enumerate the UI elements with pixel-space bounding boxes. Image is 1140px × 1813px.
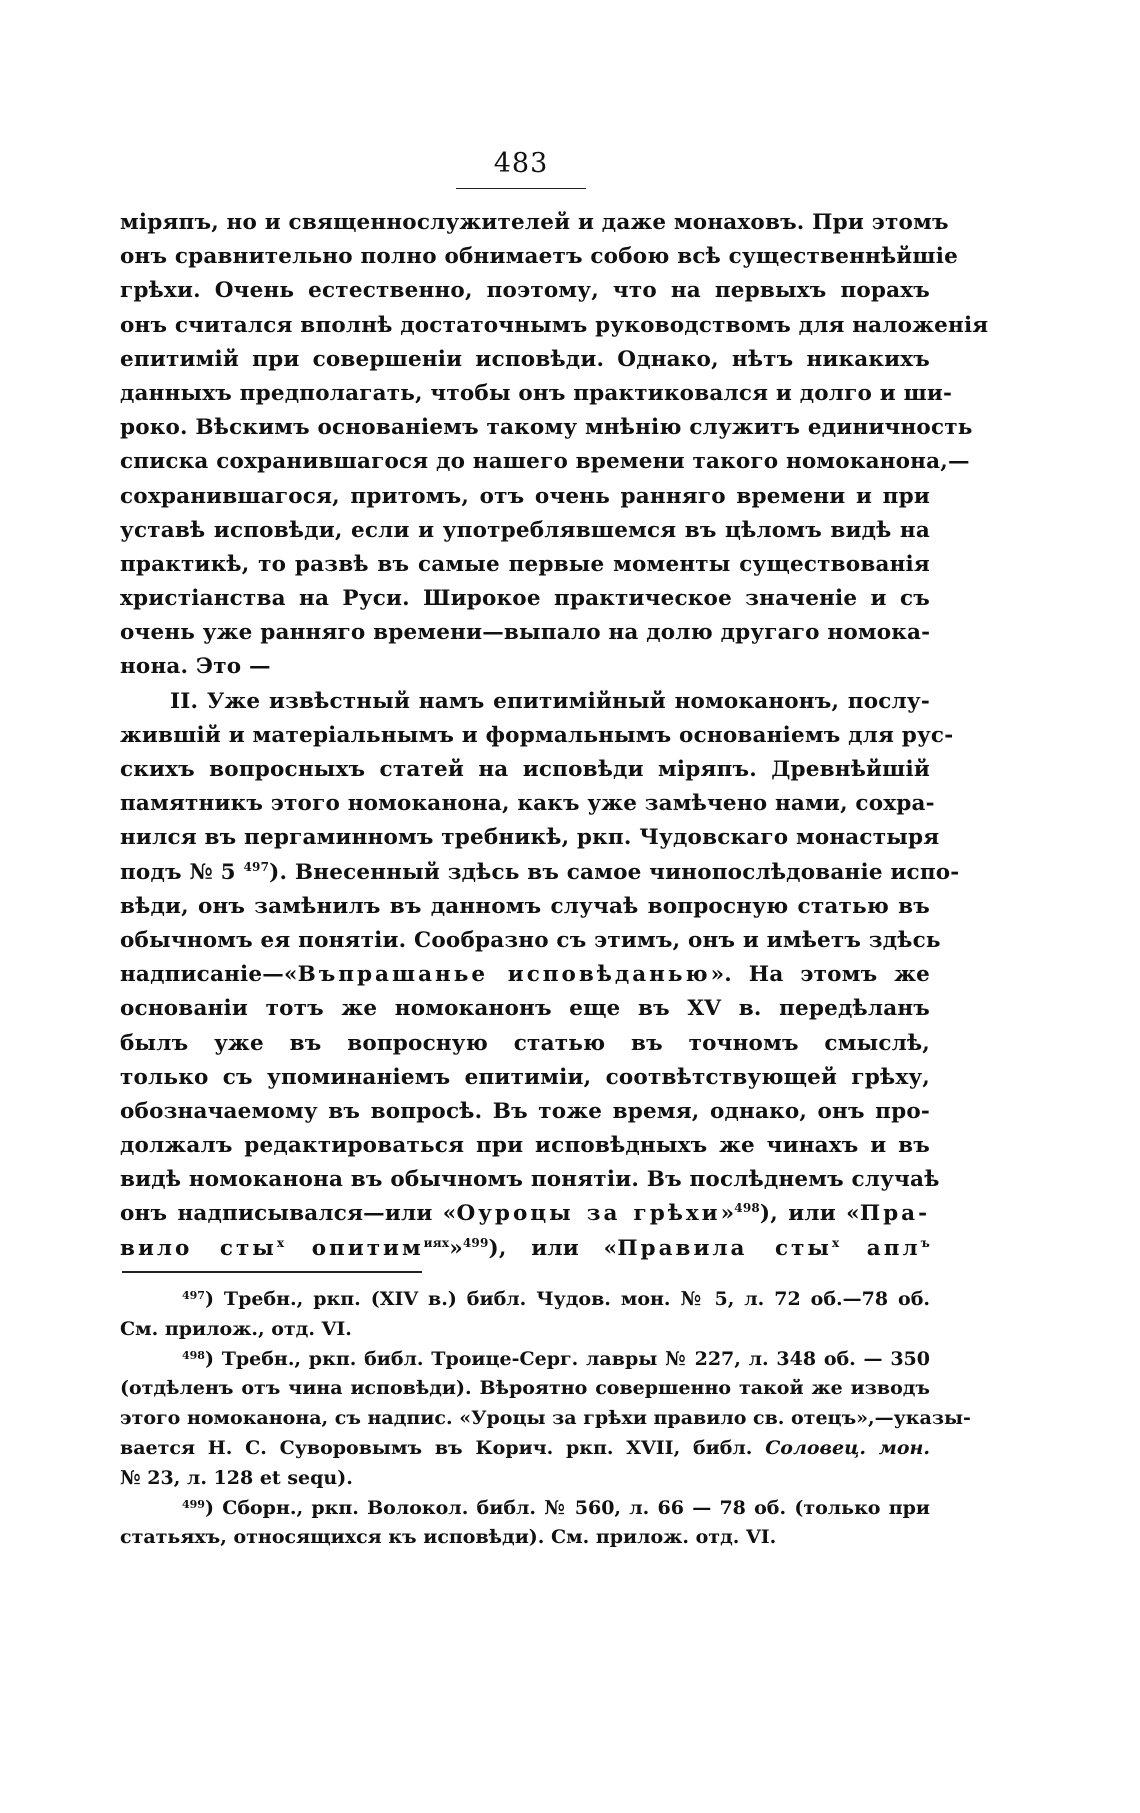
text-fragment: ), или « <box>759 1201 860 1227</box>
footnote-text: вается Н. С. Суворовымъ въ Корич. ркп. XVII, библ. <box>120 1436 753 1459</box>
section-2-line: видѣ номоканона въ обычномъ понятіи. Въ послѣднемъ случаѣ <box>120 1167 940 1193</box>
section-2-line: должалъ редактироваться при исповѣдныхъ же чинахъ и въ <box>120 1133 930 1159</box>
text-fragment: » <box>720 1201 735 1227</box>
footnote-text: ) Сборн., ркп. Волокол. библ. № 560, л. 66 — 78 об. (только при <box>204 1496 930 1519</box>
section-2-line: основаніи тотъ же номоканонъ еще въ XV в. передѣланъ <box>120 996 930 1022</box>
main-text <box>120 206 989 1266</box>
text-line: міряпъ, но и священнослужителей и даже монаховъ. При этомъ <box>120 210 949 235</box>
text-line: очень уже ранняго времени—выпало на долю другаго номока- <box>120 620 931 646</box>
section-2-line: жившій и матеріальнымъ и формальнымъ основаніемъ для рус- <box>120 722 954 748</box>
text-line: онъ сравнительно полно обнимаетъ собою всѣ существеннѣйшіе <box>120 244 958 270</box>
footnote-ref-497: 497 <box>243 859 270 874</box>
text-fragment: надписаніе—« <box>120 962 298 988</box>
text-fragment: ), или « <box>488 1235 618 1261</box>
spaced-title: Оуроцы за грѣхи <box>456 1201 721 1227</box>
superscript-letter: ия <box>423 1235 442 1250</box>
text-line: онъ считался вполнѣ достаточнымъ руководствомъ для наложенія <box>120 312 989 338</box>
section-2-line: скихъ вопросныхъ статей на исповѣди міряпъ. Древнѣйшій <box>120 757 930 782</box>
section-2-line: памятникъ этого номоканона, какъ уже замѣчено нами, сохра- <box>120 791 935 817</box>
text-line: нона. Это — <box>120 654 271 680</box>
text-line: списка сохранившагося до нашего времени такого номоканона,— <box>120 449 970 475</box>
footnote-text: ) Требн., ркп. библ. Троице-Серг. лавры № 227, л. 348 об. — 350 <box>204 1347 930 1370</box>
footnote-line <box>120 1285 930 1315</box>
spaced-title: опитим <box>284 1235 424 1261</box>
section-2-line: II. Уже извѣстный намъ епитимійный номоканонъ, послу- <box>170 688 930 714</box>
superscript-letter: ъ <box>920 1235 931 1250</box>
text-line: христіанства на Руси. Широкое практическое значеніе и съ <box>120 586 930 612</box>
superscript-letter: х <box>441 1235 450 1250</box>
footnote-line: (отдѣленъ отъ чина исповѣди). Вѣроятно совершенно такой же изводъ <box>120 1377 930 1400</box>
text-fragment: ». На этомъ же <box>710 962 930 988</box>
footnote-line: статьяхъ, относящихся къ исповѣди). См. прилож. отд. VI. <box>120 1526 777 1549</box>
section-2-line: обычномъ ея понятіи. Сообразно съ этимъ, онъ и имѣетъ здѣсь <box>120 927 941 953</box>
section-2-line <box>120 1232 930 1266</box>
footnote-line: № 23, л. 128 et sequ). <box>120 1466 353 1489</box>
text-line: практикѣ, то развѣ въ самые первые моменты существованія <box>120 551 930 577</box>
section-2-line: вѣди, онъ замѣнилъ въ данномъ случаѣ вопросную статью въ <box>120 893 930 919</box>
page-number: 483 <box>493 148 549 179</box>
footnote-line <box>120 1345 930 1375</box>
footnote-text: ) Требн., ркп. (XIV в.) библ. Чудов. мон. № 5, л. 72 об.—78 об. <box>204 1288 930 1310</box>
footnote-line <box>120 1494 930 1524</box>
section-2-line: былъ уже въ вопросную статью въ точномъ смыслѣ, <box>120 1030 930 1056</box>
section-2-line <box>120 1197 930 1231</box>
text-fragment: ). Внесенный здѣсь въ самое чинопослѣдованіе испо- <box>269 859 960 885</box>
footnote-mark: 499 <box>182 1497 205 1511</box>
text-line: епитимій при совершеніи исповѣди. Однако, нѣтъ никакихъ <box>120 346 930 372</box>
spaced-title: вило сты <box>120 1235 277 1261</box>
spaced-title: апл <box>839 1235 921 1261</box>
page-number-rule <box>456 188 586 189</box>
footnote-line: этого номоканона, съ надпис. «Уроцы за грѣхи правило св. отецъ»,—указы- <box>120 1407 971 1430</box>
text-fragment: онъ надписывался—или « <box>120 1201 457 1227</box>
footnote-ref-498: 498 <box>734 1201 760 1216</box>
spaced-title: Правила сты <box>617 1235 832 1261</box>
text-line: уставѣ исповѣди, если и употреблявшемся въ цѣломъ видѣ на <box>120 517 930 543</box>
section-2-line: только съ упоминаніемъ епитиміи, соотвѣтствующей грѣху, <box>120 1064 930 1090</box>
text-fragment: подъ № 5 <box>120 859 236 885</box>
footnote-mark: 497 <box>182 1289 205 1302</box>
superscript-letter: х <box>831 1235 840 1250</box>
footnote-line: См. прилож., отд. VI. <box>120 1317 352 1340</box>
footnote-line <box>120 1434 930 1464</box>
text-line: сохранившагося, притомъ, отъ очень ранняго времени и при <box>120 483 930 509</box>
text-line: грѣхи. Очень естественно, поэтому, что на первыхъ порахъ <box>120 278 930 304</box>
footnote-ref-499: 499 <box>462 1235 489 1250</box>
footnote-mark: 498 <box>182 1348 205 1362</box>
spaced-title: Пра- <box>859 1201 931 1227</box>
spaced-title: Въпрашанье исповѣданью <box>297 962 711 988</box>
footnotes <box>120 1285 971 1553</box>
section-2-line: нился въ пергаминномъ требникѣ, ркп. Чудовскаго монастыря <box>120 825 940 851</box>
text-line: данныхъ предполагать, чтобы онъ практиковался и долго и ши- <box>120 380 953 406</box>
text-line: роко. Вѣскимъ основаніемъ такому мнѣнію служитъ единичность <box>120 415 973 441</box>
section-2-line <box>120 958 930 992</box>
footnote-italic: Соловец. мон. <box>765 1436 930 1459</box>
section-2-line: обозначаемому въ вопросѣ. Въ тоже время, однако, онъ про- <box>120 1098 930 1124</box>
text-fragment: » <box>449 1235 463 1261</box>
superscript-letter: х <box>276 1235 285 1250</box>
section-2-line <box>120 856 960 890</box>
footnote-separator <box>122 1271 422 1273</box>
